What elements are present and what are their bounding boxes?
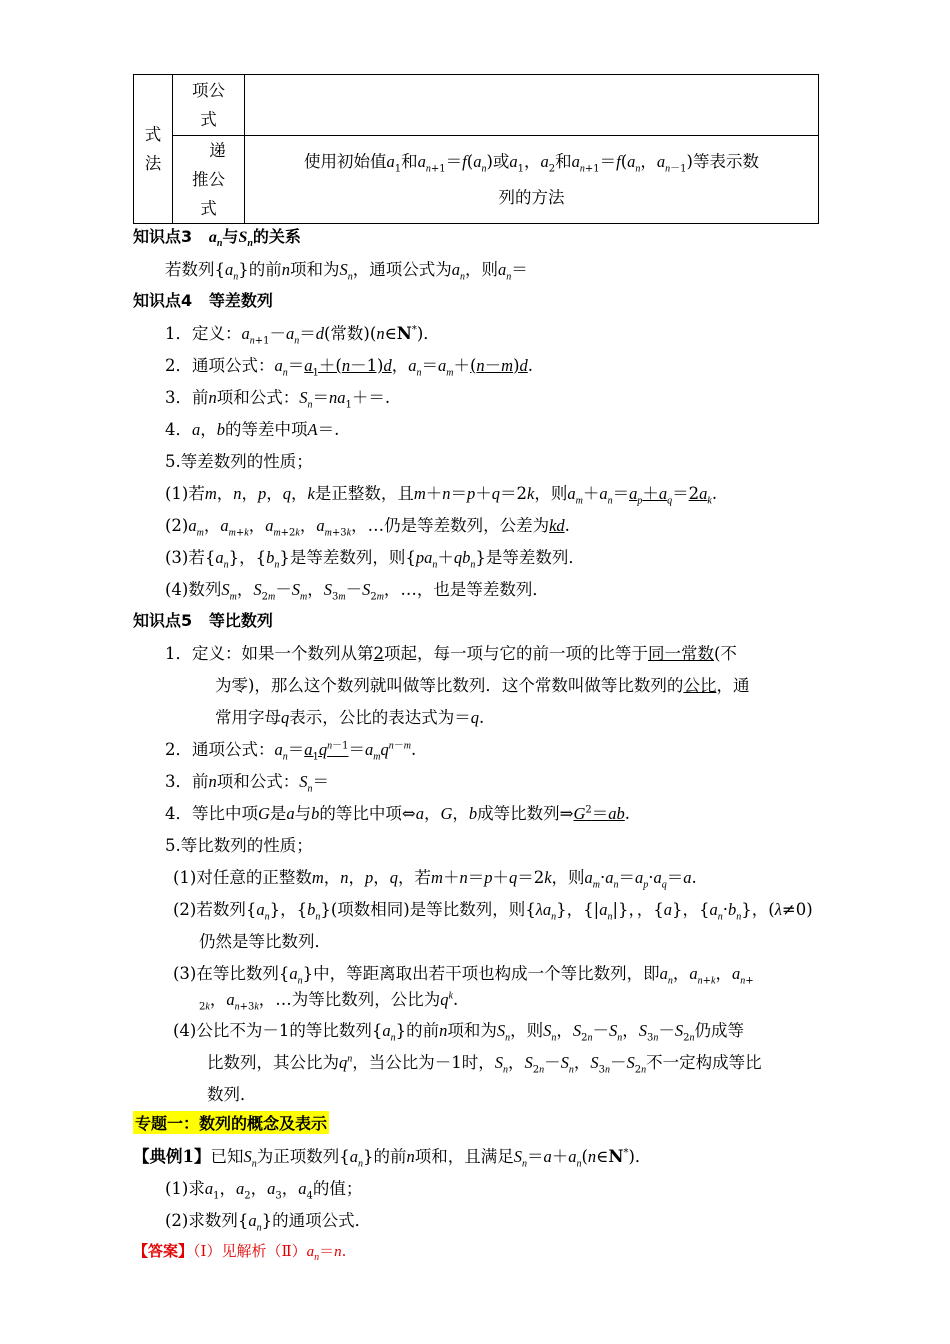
example1-text: 【典例1】已知$S_n$为正项数列$\{a_n\}$的前n项和，且满足$S_n=a+a_n(n\in N^*)$． <box>133 1147 652 1170</box>
k5-p2: 2．通项公式：$a_n=a_1q^{n-1}=a_mq^{n-m}$. <box>165 740 417 763</box>
k5-p3: 3．前n项和公式：$S_n=$ <box>165 772 329 795</box>
example1-q1: (1)求$a_1$，$a_2$，$a_3$，$a_4$的值； <box>165 1179 363 1202</box>
table-row1-label: 项公 式 <box>173 75 245 136</box>
k5-p1-line3: 常用字母q表示，公比的表达式为＝q. <box>215 708 485 727</box>
table-row2-line1: 使用初始值$a_1$和$a_{n+1}=f(a_n)$或$a_1$，$a_2$和$a_{n+1}=f(a_n$，$a_{n-1}$)等表示数 <box>304 151 759 175</box>
k5-p4: 4．等比中项G是a与b的等比中项⇔a，G，b成等比数列$\Rightarrow G^2=ab$. <box>165 804 631 823</box>
k5-p9-line2: 比数列，其公比为$q^n$，当公比为－1时，$S_n$，$S_{2n}-S_n$，$S_{3n}-S_{2n}$不一定构成等比 <box>207 1053 762 1076</box>
k3-heading: 知识点3 $a_n$与$S_n$的关系 <box>133 227 301 250</box>
k5-p9-line3: 数列． <box>207 1085 257 1104</box>
k5-p7-line2: 仍然是等比数列． <box>199 932 331 951</box>
k5-p8-line2: $_{2k}$，$a_{n+3k}$，…为等比数列，公比为$q^k$. <box>199 990 459 1013</box>
k5-p1-line2: 为零)，那么这个数列就叫做等比数列．这个常数叫做等比数列的公比，通 <box>215 676 750 695</box>
k4-p2: 2．通项公式：$a_n=a_1+(n-1)d$，$a_n=a_m+(n-m)d$. <box>165 356 534 379</box>
k5-p8-line1: (3)在等比数列$\{a_n\}$中，等距离取出若干项也构成一个等比数列，即$a_n$，$a_{n+k}$，$a_{n+}$ <box>173 964 754 987</box>
example1-answer: 【答案】（Ⅰ）见解析$(Ⅱ)a_n=n$. <box>133 1242 347 1263</box>
example1-q2: (2)求数列$\{a_n\}$的通项公式． <box>165 1211 372 1234</box>
k5-p5: 5.等比数列的性质； <box>165 836 313 855</box>
k5-p6: (1)对任意的正整数m，n，p，q，若m＋n＝p＋q＝2k，则$a_m\cdot a_n=a_p\cdot a_q=a$. <box>173 868 697 891</box>
k4-p3: 3．前n项和公式：$S_n=na_1+=$. <box>165 388 391 411</box>
table-row1-content <box>245 75 819 136</box>
k3-line1: 若数列$\{a_n\}$的前n项和为$S_n$，通项公式为$a_n$，则$a_n=$ <box>165 260 528 283</box>
method-table <box>133 74 819 224</box>
k5-p1-line1: 1．定义：如果一个数列从第2项起，每一项与它的前一项的比等于同一常数(不 <box>165 644 737 663</box>
table-row2-content <box>245 136 819 224</box>
table-row2-label: 递 推公 式 <box>173 136 245 224</box>
k5-heading: 知识点5 等比数列 <box>133 611 273 630</box>
k4-heading: 知识点4 等差数列 <box>133 291 273 310</box>
k4-p5: 5.等差数列的性质； <box>165 452 313 471</box>
table-row2-line2: 列的方法 <box>498 188 565 208</box>
table-left-cell <box>134 75 173 224</box>
k4-p8: (3)若$\{a_n\}$，$\{b_n\}$是等差数列，则$\{pa_n+qb_n\}$是等差数列． <box>165 548 585 571</box>
k5-p9-line1: (4)公比不为－1的等比数列$\{a_n\}$的前n项和为$S_n$，则$S_n$，$S_{2n}-S_n$，$S_{3n}-S_{2n}$仍成等 <box>173 1021 744 1044</box>
k4-p4: 4．a，b的等差中项A＝. <box>165 420 340 439</box>
table-left-char-1: 式 <box>144 125 162 144</box>
topic1-title: 专题一：数列的概念及表示 <box>133 1111 329 1134</box>
k5-p7-line1: (2)若数列$\{a_n\}$，$\{b_n\}$(项数相同)是等比数列，则$\{\lambda a_n\}$，$\{|a_n|\}$，，{a}，$\{a_n\cdot b_n\}$，(λ≠0) <box>173 900 813 923</box>
table-left-char-2: 法 <box>144 154 162 173</box>
k4-p1: 1．定义：$a_{n+1}-a_n=d$(常数)(n∈N*)． <box>165 324 440 347</box>
k4-p9: (4)数列$S_m$，$S_{2m}-S_m$，$S_{3m}-S_{2m}$，…，也是等差数列． <box>165 580 549 603</box>
k4-p7: $(2)a_m$，$a_{m+k}$，$a_{m+2k}$，$a_{m+3k}$，…仍是等差数列，公差为kd. <box>165 516 570 539</box>
k4-p6: (1)若m，n，p，q，k是正整数，且m＋n＝p＋q＝2k，则$a_m+a_n=a_p+a_q=2a_k$. <box>165 484 718 507</box>
